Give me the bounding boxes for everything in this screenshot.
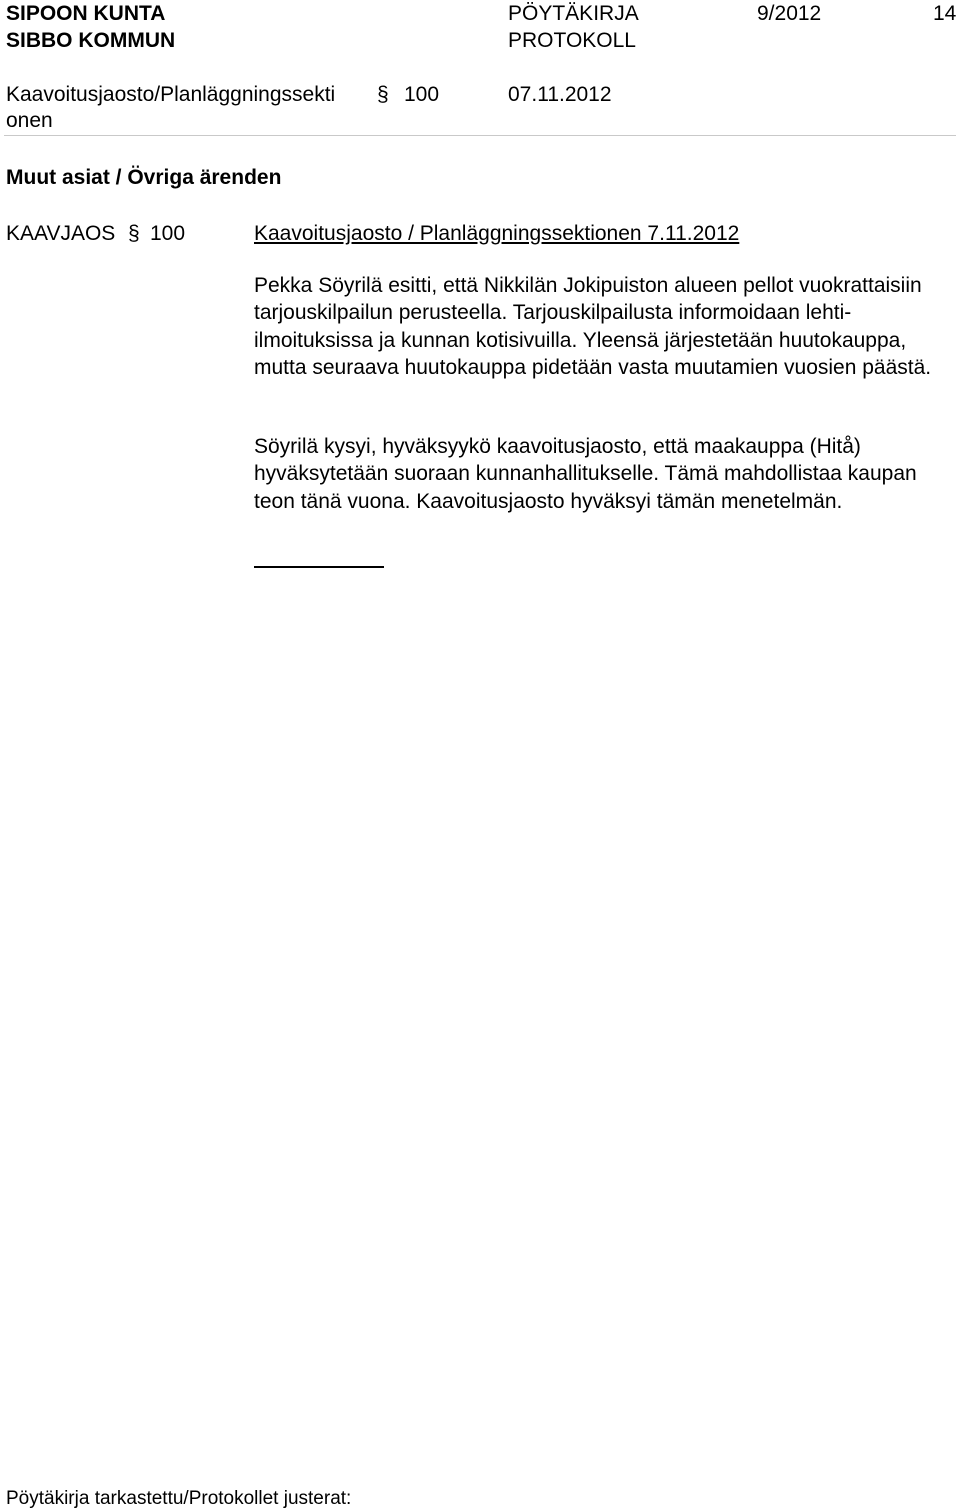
committee-name-cont: onen [6,109,53,132]
doc-type-sv: PROTOKOLL [508,29,636,52]
footer-verification-label: Pöytäkirja tarkastettu/Protokollet justerat: [6,1488,352,1509]
section-number: 100 [404,83,440,106]
paragraph-2: Söyrilä kysyi, hyväksyykö kaavoitusjaosto, että maakauppa (Hitå) hyväksytetään suoraan kunnanhallitukselle. Tämä mahdollistaa kaupan teon tänä vuona. Kaavoitusjaosto hyväksyi tämän menetelmän. [254,435,917,513]
paragraph-1-block [254,272,944,381]
meeting-date: 07.11.2012 [508,83,612,106]
org-name-fi: SIPOON KUNTA [6,2,166,25]
ref-code: KAAVJAOS [6,222,116,245]
ref-section-sign: § [128,222,140,245]
section-sign: § [377,83,389,106]
end-of-section-rule [254,566,384,568]
header-divider [4,135,956,136]
page-number: 14 [933,2,957,25]
section-title: Muut asiat / Övriga ärenden [6,166,282,189]
paragraph-2-block [254,433,944,515]
issue-number: 9/2012 [757,2,822,25]
committee-name: Kaavoitusjaosto/Planläggningssekti [6,83,336,106]
doc-type-fi: PÖYTÄKIRJA [508,2,639,25]
ref-section-number: 100 [150,222,186,245]
org-name-sv: SIBBO KOMMUN [6,29,176,52]
meeting-reference-link[interactable]: Kaavoitusjaosto / Planläggningssektionen 7.11.2012 [254,222,740,245]
paragraph-1: Pekka Söyrilä esitti, että Nikkilän Jokipuiston alueen pellot vuokrattaisiin tarjouskilpailun perusteella. Tarjouskilpailusta informoidaan lehti-ilmoituksissa ja kunnan kotisivuilla. Yleensä järjestetään huutokauppa, mutta seuraava huutokauppa pidetään vasta muutamien vuosien päästä. [254,274,932,379]
